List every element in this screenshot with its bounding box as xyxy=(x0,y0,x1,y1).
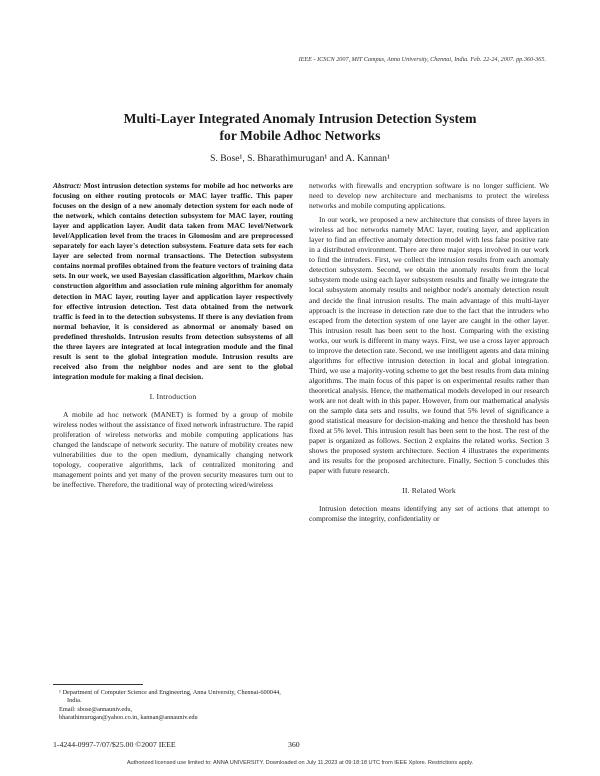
isbn-copyright: 1-4244-0997-7/07/$25.00 ©2007 IEEE xyxy=(53,740,176,749)
abstract xyxy=(53,181,293,382)
running-header: IEEE - ICSCN 2007, MIT Campus, Anna University, Chennai, India. Feb. 22-24, 2007. pp.360-365. xyxy=(298,56,546,63)
left-column xyxy=(53,181,293,490)
abstract-label: Abstract: xyxy=(53,181,82,190)
footnote xyxy=(53,689,293,723)
footnote-email-continued: bharathimurugan@yahoo.co.in, kannan@annauniv.edu xyxy=(59,714,198,722)
abstract-text: Most intrusion detection systems for mobile ad hoc networks are focusing on either routing protocols or MAC layer traffic. This paper focuses on the design of a new anomaly detection system for each node of the network, which contains detection subsystem for MAC layer, routing layer and application layer. Audit data taken from MAC level/Network level/Application level from the traces in Glomosim and are preprocessed separately for each layer's detection subsystem. Feature data sets for each layer are selected from normal transactions. The Detection subsystem contains normal profiles obtained from the feature vectors of training data sets. In our work, we used Bayesian classification algorithm, Markov chain construction algorithm and association rule mining algorithm for anomaly detection in MAC layer, routing layer and application layer respectively for effective intrusion detection. Test data obtained from the network traffic is feed in to the detection subsystems. If there is any deviation from normal behavior, it is considered as abnormal or anomaly based on predefined thresholds. Intrusion results from detection subsystems of all the three layers are integrated at local integration module and the final result is sent to the global integration module. Intrusion results are received also from the neighbor nodes and are sent to the global integration module for making a final decision. xyxy=(53,181,293,381)
footnote-email: Email: sbose@annauniv.edu, xyxy=(59,705,133,713)
footnote-affiliation: ¹ Department of Computer Science and Engineering, Anna University, Chennai-600044, India. xyxy=(59,689,281,705)
body-paragraph-continued: networks with firewalls and encryption software is no longer sufficient. We need to develop new architecture and mechanisms to protect the wireless networks and mobile computing applications. xyxy=(309,181,549,211)
paper-title xyxy=(80,110,520,144)
title-line-2: for Mobile Adhoc Networks xyxy=(219,128,381,143)
title-line-1: Multi-Layer Integrated Anomaly Intrusion Detection System xyxy=(123,111,477,126)
related-work-paragraph: Intrusion detection means identifying any set of actions that attempt to compromise the integrity, confidentiality or xyxy=(309,504,549,524)
section-heading-related-work: II. Related Work xyxy=(402,486,456,496)
page-number: 360 xyxy=(288,740,300,749)
author-list: S. Bose¹, S. Bharathimurugan¹ and A. Kannan¹ xyxy=(210,153,390,164)
right-column xyxy=(309,181,549,525)
body-paragraph: In our work, we proposed a new architecture that consists of three layers in wireless ad hoc networks namely MAC layer, routing layer, and application layer to find an effective anomaly detection model with less false positive rate in a distributed environment. There are three major steps involved in our work to find the intruders. First, we collect the intrusion results from each anomaly detection subsystem. Second, we obtain the anomaly results from the local subsystem mode using each layer subsystem results and finally we integrate the local subsystem anomaly results and neighbor node's anomaly detection result and decide the final intrusion results. The main advantage of this multi-layer approach is the increase in detection rate due to the fact that the intruders who escaped from the detection system of one layer are caught in the other layer. This intrusion result has been sent to the host. Comparing with the existing works, our work is different in many ways. First, we use a cross layer approach to improve the detection rate. Second, we use intelligent agents and data mining algorithms for effective intrusion detection in local and global integration. Third, we use a majority-voting scheme to get the best results from data mining algorithms. The main focus of this paper is on experimental results rather than theoretical analysis. Hence, the mathematical models developed in our research work are not dealt with in this paper. However, from our mathematical analysis on the sample data sets and results, we found that 5% level of significance a good statistical measure for decision-making and hence the threshold has been fixed at 5% level. This intrusion result has been sent to the host. The rest of the paper is organized as follows. Section 2 explains the related works. Section 3 shows the proposed system architecture. Section 4 illustrates the experiments and its results for the proposed architecture. Finally, Section 5 concludes this paper with future research. xyxy=(309,215,549,476)
license-notice: Authorized licensed use limited to: ANNA UNIVERSITY. Downloaded on July 11,2023 at 09:18:18 UTC from IEEE Xplore. Restrictions apply. xyxy=(126,760,474,766)
introduction-paragraph: A mobile ad hoc network (MANET) is formed by a group of mobile wireless nodes without the assistance of fixed network infrastructure. The rapid proliferation of wireless networks and mobile computing applications has changed the landscape of network security. The nature of mobility creates new vulnerabilities due to the open medium, dynamically changing network topology, cooperative algorithms, lack of centralized monitoring and management points and yet many of the proven security measures turn out to be ineffective. Therefore, the traditional way of protecting wired/wireless xyxy=(53,409,293,490)
footnote-divider xyxy=(53,684,143,685)
section-heading-introduction: I. Introduction xyxy=(149,391,197,401)
